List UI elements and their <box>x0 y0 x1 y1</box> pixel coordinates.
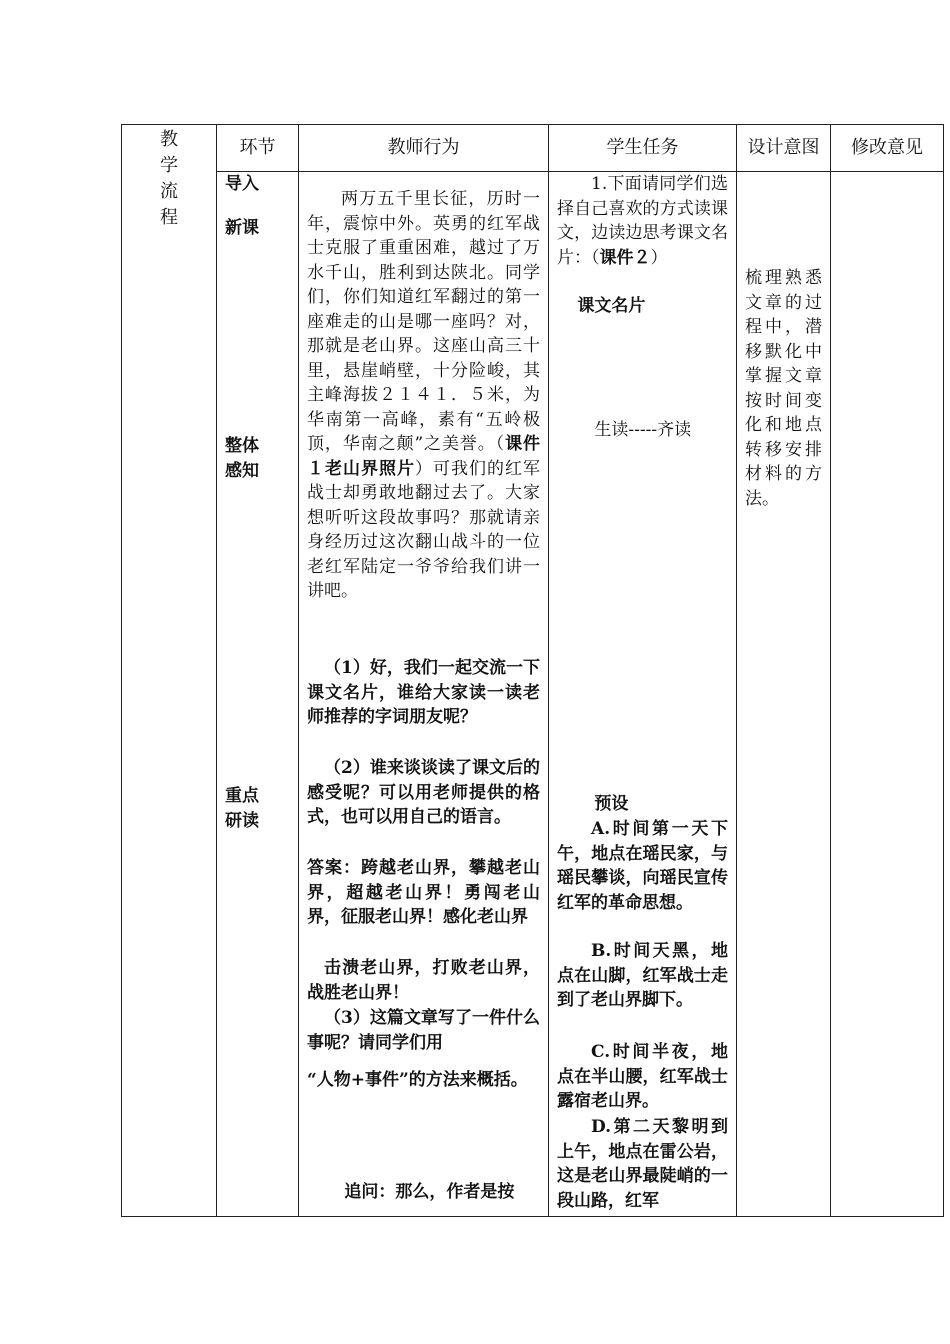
table-header-row <box>122 125 944 172</box>
revise-cell <box>831 172 944 1217</box>
teacher-intro-paragraph <box>299 187 548 604</box>
student-task-1-courseware: 课件２ <box>599 247 651 268</box>
design-intent-text: 梳理熟悉文章的过程中，潜移默化中掌握文章按时间变化和地点转移安排材料的方法。 <box>745 268 822 509</box>
stage-overview-line1: 整体 <box>225 436 259 456</box>
stage-focus-line2: 研读 <box>225 811 259 831</box>
header-revise-cell <box>831 125 944 172</box>
teacher-answer-2: 击溃老山界，打败老山界，战胜老山界！ <box>307 958 540 1003</box>
teacher-question-3: （3）这篇文章写了一件什么事呢？请同学们用 <box>307 1008 540 1053</box>
header-student-cell <box>549 125 737 172</box>
header-student: 学生任务 <box>606 137 679 158</box>
teacher-intro-courseware: 课件１老山界照片 <box>307 434 541 479</box>
side-title: 教学流程 <box>160 129 178 228</box>
student-task-1 <box>549 172 736 270</box>
stage-focus-line1: 重点 <box>225 786 259 806</box>
header-revise: 修改意见 <box>851 137 923 158</box>
teacher-cell <box>299 172 549 1217</box>
teacher-followup: 追问：那么，作者是按 <box>344 1182 515 1202</box>
student-preset-c: C.时间半夜，地点在半山腰，红军战士露宿老山界。 <box>557 1042 728 1111</box>
teacher-answer: 答案：跨越老山界，攀越老山界，超越老山界！勇闯老山界，征服老山界！感化老山界 <box>307 858 540 927</box>
student-cell <box>549 172 737 1217</box>
lesson-plan-table <box>121 124 944 1217</box>
student-text-card: 课文名片 <box>577 296 646 316</box>
student-preset-b: B.时间天黑，地点在山脚，红军战士走到了老山界脚下。 <box>557 941 728 1010</box>
teacher-question-2: （2）谁来谈谈读了课文后的感受呢？可以用老师提供的格式，也可以用自己的语言。 <box>307 758 540 827</box>
header-teacher: 教师行为 <box>387 137 460 158</box>
student-task-1-tail: ） <box>650 247 668 268</box>
stage-intro-line2: 新课 <box>225 218 259 238</box>
teacher-intro-text: 两万五千里长征，历时一年，震惊中外。英勇的红军战士克服了重重困难，越过了万水千山，胜利到达陕北。同学们，你们知道红军翻过的第一座难走的山是哪一座吗？对，那就是老山界。这座山高三十里，悬崖峭壁，十分险峻，其主峰海拔２１４１．５米，为华南第一高峰，素有“五岭极顶，华南之颠”之美誉。（ <box>307 189 540 454</box>
teacher-intro-tail: ）可我们的红军战士却勇敢地翻过去了。大家想听听这段故事吗？那就请亲身经历过这次翻山战斗的一位老红军陆定一爷爷给我们讲一讲吧。 <box>307 458 540 601</box>
stage-cell <box>217 172 299 1217</box>
side-title-cell <box>122 125 217 1217</box>
teacher-question-1: （1）好，我们一起交流一下课文名片，谁给大家读一读老师推荐的字词朋友呢？ <box>307 658 540 727</box>
teacher-question-3b: “人物+事件”的方法来概括。 <box>307 1070 528 1090</box>
student-reading: 生读-----齐读 <box>594 420 692 440</box>
header-stage-cell <box>217 125 299 172</box>
table-body-row <box>122 172 944 1217</box>
header-design: 设计意图 <box>747 137 820 158</box>
stage-intro-line1: 导入 <box>225 174 259 194</box>
student-preset-d: D.第二天黎明到上午，地点在雷公岩，这是老山界最陡峭的一段山路，红军 <box>557 1117 728 1211</box>
stage-overview-line2: 感知 <box>225 461 259 481</box>
header-stage: 环节 <box>239 137 276 158</box>
header-design-cell <box>737 125 831 172</box>
design-cell <box>737 172 831 1217</box>
header-teacher-cell <box>299 125 549 172</box>
student-preset-label: 预设 <box>594 794 629 814</box>
student-preset-a: A.时间第一天下午，地点在瑶民家，与瑶民攀谈，向瑶民宣传红军的革命思想。 <box>557 819 728 913</box>
student-task-1-text: 1.下面请同学们选择自己喜欢的方式读课文，边读边思考课文名片：（ <box>557 174 728 268</box>
